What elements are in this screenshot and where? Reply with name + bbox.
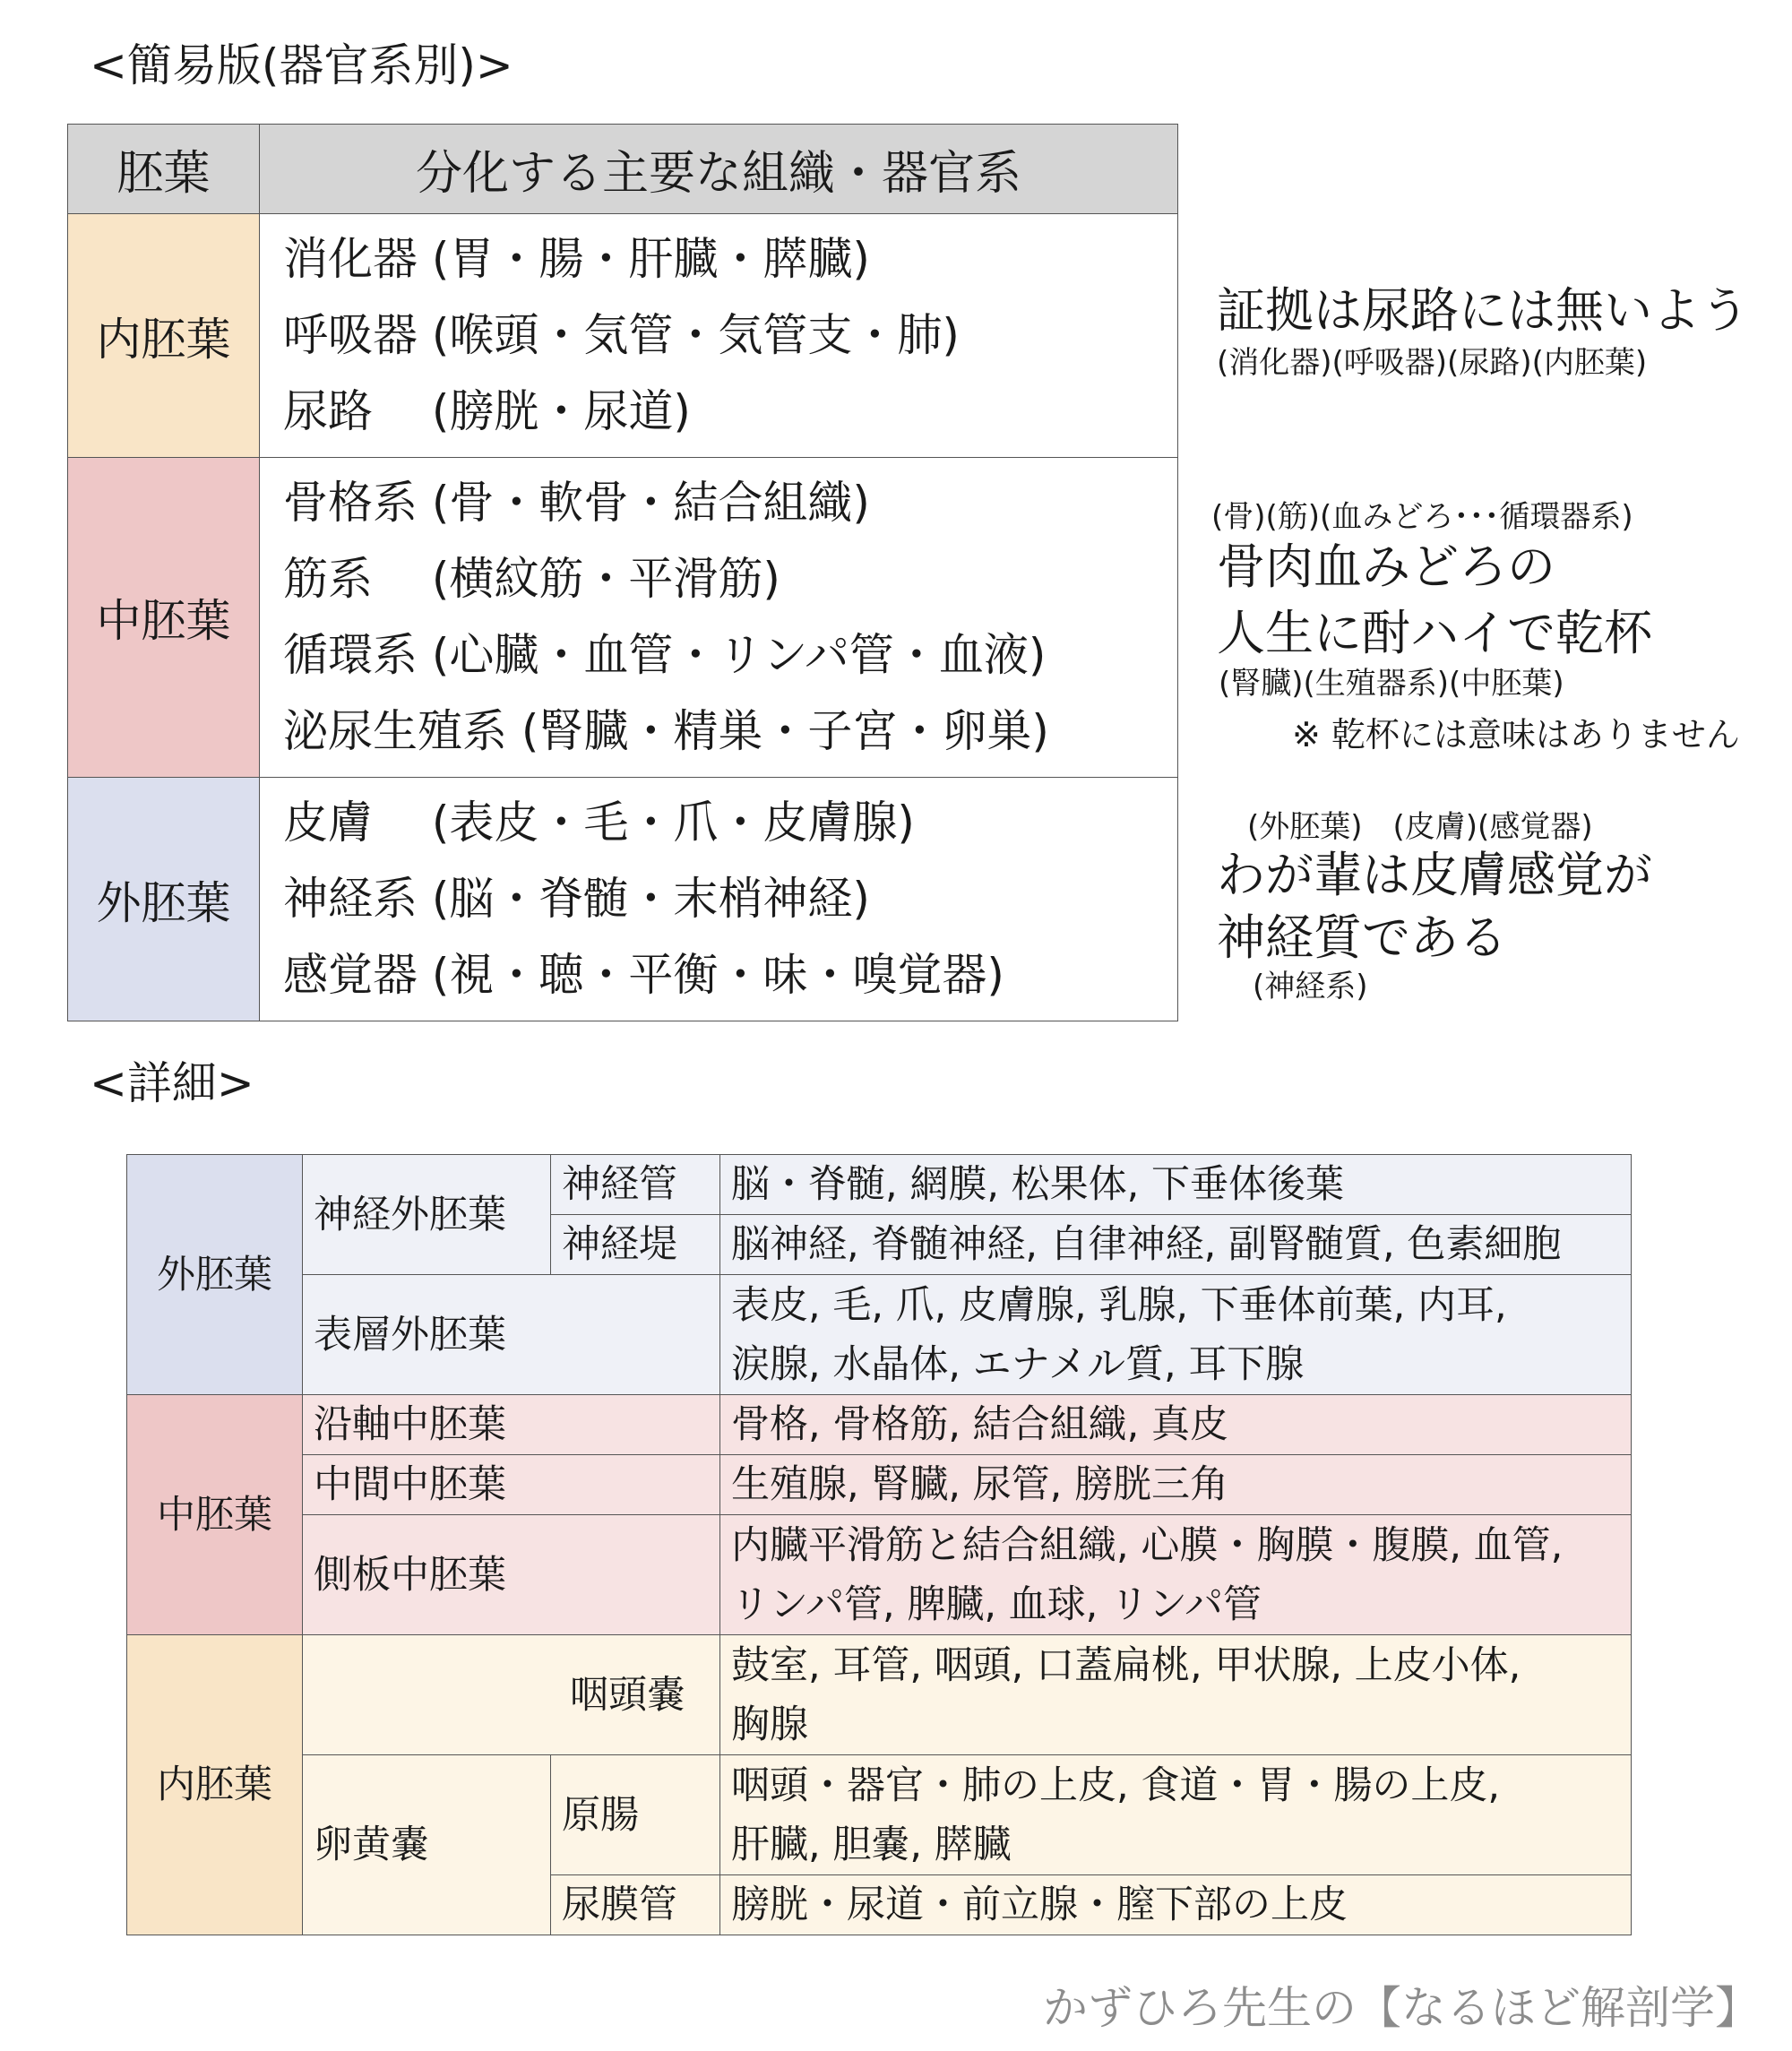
pharyngeal-items-line: 鼓室, 耳管, 咽頭, 口蓋扁桃, 甲状腺, 上皮小体, [731, 1642, 1521, 1688]
paraxial-items: 骨格, 骨格筋, 結合組織, 真皮 [720, 1395, 1632, 1455]
neural-ectoderm: 神経外胚葉 [303, 1155, 551, 1275]
mnemonic-mesoderm-note-bottom: (腎臓)(生殖器系)(中胚葉) [1219, 666, 1564, 702]
ectoderm-item: 皮膚 (表皮・毛・爪・皮膚腺) [283, 797, 915, 849]
detail-heading: <詳細> [90, 1057, 254, 1109]
lateral-items-line: リンパ管, 脾臓, 血球, リンパ管 [731, 1581, 1262, 1627]
detail-layer-mesoderm: 中胚葉 [127, 1395, 303, 1635]
mnemonic-mesoderm-line2: 人生に酎ハイで乾杯 [1217, 605, 1652, 661]
surface-items-line: 表皮, 毛, 爪, 皮膚腺, 乳腺, 下垂体前葉, 内耳, [731, 1282, 1507, 1328]
endoderm-item: 尿路 (膀胱・尿道) [283, 385, 691, 437]
mnemonic-mesoderm-note-top: (骨)(筋)(血みどろ･･･循環器系) [1211, 499, 1633, 535]
gut-items-line: 肝臓, 胆嚢, 膵臓 [731, 1822, 1012, 1867]
neural-tube-items: 脳・脊髄, 網膜, 松果体, 下垂体後葉 [720, 1155, 1632, 1215]
allantois: 尿膜管 [551, 1875, 720, 1935]
header-systems: 分化する主要な組織・器官系 [260, 125, 1178, 214]
neural-tube: 神経管 [551, 1155, 720, 1215]
mesoderm-item: 泌尿生殖系 (腎臓・精巣・子宮・卵巣) [283, 705, 1049, 757]
mnemonic-ectoderm-line2: 神経質である [1217, 909, 1507, 966]
layer-endoderm: 内胚葉 [68, 214, 260, 458]
endoderm-item: 消化器 (胃・腸・肝臓・膵臓) [283, 233, 870, 285]
intermediate-items: 生殖腺, 腎臓, 尿管, 膀胱三角 [720, 1455, 1632, 1515]
intermediate-mesoderm: 中間中胚葉 [303, 1455, 720, 1515]
mesoderm-item: 筋系 (横紋筋・平滑筋) [283, 553, 780, 605]
layer-ectoderm: 外胚葉 [68, 778, 260, 1021]
detail-layer-ectoderm: 外胚葉 [127, 1155, 303, 1395]
neural-crest-items: 脳神経, 脊髄神経, 自律神経, 副腎髄質, 色素細胞 [720, 1215, 1632, 1275]
surface-ectoderm: 表層外胚葉 [303, 1275, 720, 1395]
mnemonic-mesoderm-line1: 骨肉血みどろの [1217, 539, 1555, 595]
simple-row-mesoderm [68, 458, 1178, 778]
simple-heading: <簡易版(器官系別)> [90, 39, 513, 91]
pharyngeal-items-line: 胸腺 [731, 1702, 808, 1747]
paraxial-mesoderm: 沿軸中胚葉 [303, 1395, 720, 1455]
lateral-plate-mesoderm: 側板中胚葉 [303, 1515, 720, 1635]
mnemonic-endoderm-line: 証拠は尿路には無いよう [1217, 282, 1749, 339]
header-layer: 胚葉 [68, 125, 260, 214]
neural-crest: 神経堤 [551, 1215, 720, 1275]
mnemonic-ectoderm-line1: わが輩は皮膚感覚が [1217, 847, 1652, 903]
layer-mesoderm: 中胚葉 [68, 458, 260, 778]
simple-row-ectoderm [68, 778, 1178, 1021]
yolk-sac: 卵黄嚢 [303, 1755, 551, 1935]
endoderm-item: 呼吸器 (喉頭・気管・気管支・肺) [283, 309, 960, 361]
lateral-items-line: 内臓平滑筋と結合組織, 心膜・胸膜・腹膜, 血管, [731, 1522, 1564, 1568]
allantois-items: 膀胱・尿道・前立腺・膣下部の上皮 [720, 1875, 1632, 1935]
surface-items-line: 涙腺, 水晶体, エナメル質, 耳下腺 [731, 1341, 1305, 1387]
simple-table [67, 124, 1178, 1021]
mnemonic-ectoderm-note-bottom: (神経系) [1253, 969, 1368, 1004]
gut-items-line: 咽頭・器官・肺の上皮, 食道・胃・腸の上皮, [731, 1762, 1501, 1808]
detail-table [126, 1154, 1632, 1935]
mnemonic-endoderm-note: (消化器)(呼吸器)(尿路)(内胚葉) [1217, 345, 1648, 381]
detail-layer-endoderm: 内胚葉 [127, 1635, 303, 1935]
mnemonic-mesoderm-remark: ※ 乾杯には意味はありません [1292, 715, 1740, 754]
simple-row-endoderm [68, 214, 1178, 458]
ectoderm-item: 神経系 (脳・脊髄・末梢神経) [283, 873, 870, 925]
primitive-gut: 原腸 [551, 1755, 720, 1875]
pharyngeal-pouch: 咽頭嚢 [303, 1635, 720, 1755]
mesoderm-item: 骨格系 (骨・軟骨・結合組織) [283, 477, 870, 529]
mnemonic-ectoderm-note-top: (外胚葉) (皮膚)(感覚器) [1247, 809, 1593, 845]
credit: かずひろ先生の【なるほど解剖学】 [1043, 1982, 1760, 2034]
mesoderm-item: 循環系 (心臓・血管・リンパ管・血液) [283, 629, 1047, 681]
ectoderm-item: 感覚器 (視・聴・平衡・味・嗅覚器) [283, 949, 1004, 1001]
